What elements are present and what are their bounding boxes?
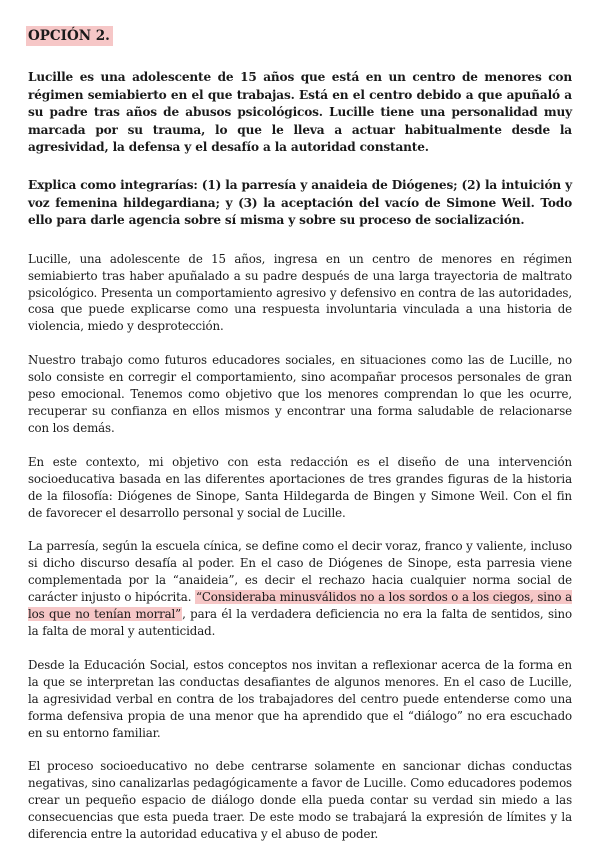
paragraph-social-education: Desde la Educación Social, estos conceptos nos invitan a reflexionar acerca de la forma en la que se interpretan las conductas desafiantes de algunos menores. En el caso de Lucille, la agresividad verbal en contra de los trabajadores del centro puede entenderse como una forma defensiva propia de una menor que ha aprendido que el “diálogo” no era escuchado en su entorno familiar. [28,657,572,740]
paragraph-parresia-conclusion: , para él la verdadera deficiencia no era la falta de sentidos, sino la falta de moral y autenticidad. [28,607,572,638]
highlighted-quote: “Consideraba minusválidos no a los sordos o a los ciegos, sino a los que no tenían morral” [28,590,572,622]
paragraph-objective: En este contexto, mi objetivo con esta redacción es el diseño de una intervención socioeducativa basada en las diferentes aportaciones de tres grandes figuras de la historia de la filosofía: Diógenes de Sinope, Santa Hildegarda de Bingen y Simone Weil. Con el fin de favorecer el desarrollo personal y social de Lucille. [28,454,572,520]
paragraph-socioeducational-process: El proceso socioeducativo no debe centrarse solamente en sancionar dichas conductas negativas, sino canalizarlas pedagógicamente a favor de Lucille. Como educadores podemos crear un pequeño espacio de diálogo donde ella pueda contar su verdad sin miedo a las consecuencias que esta pueda traer. De este modo se trabajará la expresión de límites y la diferencia entre la autoridad educativa y el abuso de poder. [28,759,572,842]
paragraph-context: Lucille, una adolescente de 15 años, ingresa en un centro de menores en régimen semiabierto tras haber apuñalado a su padre después de una larga trayectoria de maltrato psicológico. Presenta un comportamiento agresivo y defensivo en contra de las autoridades, cosa que puede explicarse como una respuesta involuntaria vinculada a una historia de violencia, miedo y desprotección. [28,251,572,334]
document-title: OPCIÓN 2. [26,26,113,46]
paragraph-parresia [28,538,572,639]
paragraph-parresia-intro: La parresía, según la escuela cínica, se define como el decir voraz, franco y valiente, incluso si dicho discurso desafía al poder. En el caso de Diógenes de Sinope, esta parresia viene complementada por la “anaideia”, es decir el rechazo hacia cualquier norma social de carácter injusto o hipócrita. [28,539,572,605]
case-statement: Lucille es una adolescente de 15 años que está en un centro de menores con régimen semiabierto en el que trabajas. Está en el centro debido a que apuñaló a su padre tras años de abusos psicológicos. Lucille tiene una personalidad muy marcada por su trauma, lo que le lleva a actuar habitualmente desde la agresividad, la defensa y el desafío a la autoridad constante. [28,70,572,155]
paragraph-educator-role: Nuestro trabajo como futuros educadores sociales, en situaciones como las de Lucille, no solo consiste en corregir el comportamiento, sino acompañar procesos personales de gran peso emocional. Tenemos como objetivo que los menores comprendan lo que les ocurre, recuperar su confianza en ellos mismos y encontrar una forma saludable de relacionarse con los demás. [28,353,572,435]
task-statement: Explica como integrarías: (1) la parresía y anaideia de Diógenes; (2) la intuición y voz femenina hildegardiana; y (3) la aceptación del vacío de Simone Weil. Todo ello para darle agencia sobre sí misma y sobre su proceso de socialización. [28,177,572,228]
